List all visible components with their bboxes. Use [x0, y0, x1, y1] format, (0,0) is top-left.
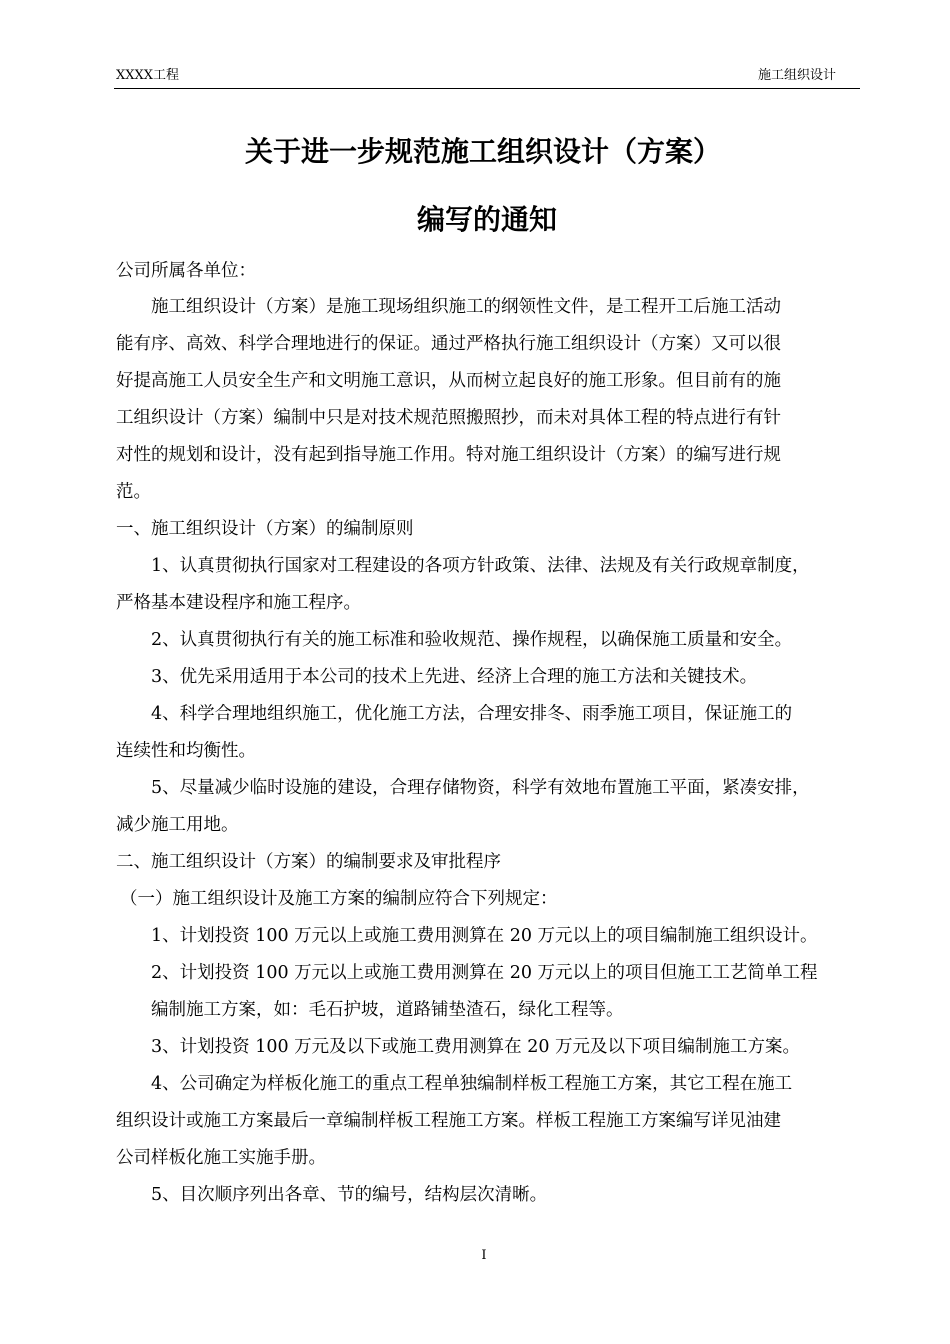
- header-project-name: XXXX工程: [116, 68, 180, 83]
- section-1-item: 2、认真贯彻执行有关的施工标准和验收规范、操作规程，以确保施工质量和安全。: [151, 630, 793, 650]
- section-2-item: 4、公司确定为样板化施工的重点工程单独编制样板工程施工方案，其它工程在施工: [151, 1074, 793, 1094]
- intro-line: 能有序、高效、科学合理地进行的保证。通过严格执行施工组织设计（方案）又可以很: [116, 334, 781, 354]
- section-2-item: 1、计划投资 100 万元以上或施工费用测算在 20 万元以上的项目编制施工组织设计。: [151, 926, 818, 946]
- section-2-item: 公司样板化施工实施手册。: [116, 1148, 326, 1168]
- section-2-subheading: （一）施工组织设计及施工方案的编制应符合下列规定：: [120, 889, 558, 909]
- intro-line: 施工组织设计（方案）是施工现场组织施工的纲领性文件，是工程开工后施工活动: [151, 297, 781, 317]
- section-2-item: 2、计划投资 100 万元以上或施工费用测算在 20 万元以上的项目但施工工艺简单工程: [151, 963, 818, 983]
- section-1-item: 减少施工用地。: [116, 815, 239, 835]
- section-1-item: 5、尽量减少临时设施的建设，合理存储物资，科学有效地布置施工平面，紧凑安排，: [151, 778, 810, 798]
- document-title-line-2: 编写的通知: [416, 203, 557, 236]
- intro-line: 工组织设计（方案）编制中只是对技术规范照搬照抄，而未对具体工程的特点进行有针: [116, 408, 781, 428]
- section-2-item: 3、计划投资 100 万元及以下或施工费用测算在 20 万元及以下项目编制施工方案。: [151, 1037, 801, 1057]
- section-1-item: 1、认真贯彻执行国家对工程建设的各项方针政策、法律、法规及有关行政规章制度，: [151, 556, 810, 576]
- section-1-item: 严格基本建设程序和施工程序。: [116, 593, 361, 613]
- document-title-line-1: 关于进一步规范施工组织设计（方案）: [244, 135, 721, 168]
- section-2-item: 5、目次顺序列出各章、节的编号，结构层次清晰。: [151, 1185, 548, 1205]
- intro-line: 范。: [116, 482, 151, 502]
- intro-line: 对性的规划和设计，没有起到指导施工作用。特对施工组织设计（方案）的编写进行规: [116, 445, 781, 465]
- page-number: I: [481, 1248, 487, 1263]
- section-2-item: 编制施工方案，如：毛石护坡，道路铺垫渣石，绿化工程等。: [151, 1000, 624, 1020]
- section-1-item: 连续性和均衡性。: [116, 741, 256, 761]
- intro-line: 好提高施工人员安全生产和文明施工意识，从而树立起良好的施工形象。但目前有的施: [116, 371, 781, 391]
- section-1-heading: 一、施工组织设计（方案）的编制原则: [116, 519, 414, 539]
- section-2-item: 组织设计或施工方案最后一章编制样板工程施工方案。样板工程施工方案编写详见油建: [116, 1111, 781, 1131]
- salutation: 公司所属各单位：: [116, 261, 256, 281]
- section-1-item: 4、科学合理地组织施工，优化施工方法，合理安排冬、雨季施工项目，保证施工的: [151, 704, 793, 724]
- section-2-heading: 二、施工组织设计（方案）的编制要求及审批程序: [116, 852, 501, 872]
- section-1-item: 3、优先采用适用于本公司的技术上先进、经济上合理的施工方法和关键技术。: [151, 667, 758, 687]
- header-divider: [114, 88, 860, 89]
- header-document-type: 施工组织设计: [757, 68, 836, 83]
